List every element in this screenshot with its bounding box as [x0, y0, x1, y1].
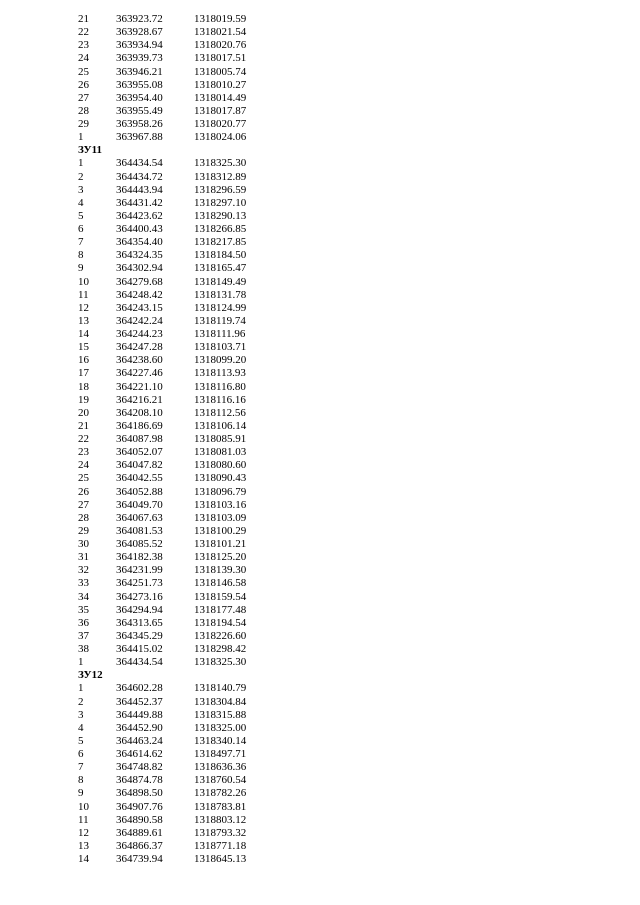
point-number: 6	[78, 223, 84, 235]
x-coordinate: 364242.24	[116, 314, 163, 327]
x-coordinate: 364890.58	[116, 813, 163, 826]
x-coordinate: 363923.72	[116, 13, 163, 25]
y-coordinate: 1318119.74	[194, 314, 246, 327]
point-number: 35	[78, 603, 89, 616]
x-coordinate: 363958.26	[116, 118, 163, 130]
y-coordinate: 1318226.60	[194, 629, 247, 642]
x-coordinate: 364049.70	[116, 498, 163, 511]
x-coordinate: 364431.42	[116, 196, 163, 209]
point-number: 24	[78, 52, 89, 65]
x-coordinate: 364052.88	[116, 485, 163, 498]
y-coordinate: 1318116.16	[194, 393, 246, 406]
y-coordinate: 1318296.59	[194, 183, 247, 196]
point-number: 27	[78, 498, 89, 511]
y-coordinate: 1318325.30	[194, 656, 247, 669]
y-coordinate: 1318771.18	[194, 839, 247, 852]
point-number: 22	[78, 433, 89, 445]
y-coordinate: 1318140.79	[194, 682, 247, 695]
x-coordinate: 364238.60	[116, 354, 163, 367]
point-number: 3	[78, 708, 84, 721]
point-number: 31	[78, 551, 89, 564]
y-coordinate: 1318116.80	[194, 380, 246, 393]
point-number: 26	[78, 485, 89, 498]
point-number: 28	[78, 511, 89, 524]
y-coordinate: 1318101.21	[194, 538, 247, 550]
y-coordinate: 1318149.49	[194, 275, 247, 288]
y-coordinate: 1318793.32	[194, 826, 247, 839]
x-coordinate: 364085.52	[116, 538, 163, 550]
y-coordinate: 1318100.29	[194, 524, 247, 537]
x-coordinate: 363955.49	[116, 104, 163, 117]
x-coordinate: 364434.54	[116, 157, 163, 170]
y-coordinate: 1318298.42	[194, 643, 247, 655]
y-coordinate: 1318184.50	[194, 249, 247, 262]
point-number: 26	[78, 78, 89, 91]
x-coordinate: 364415.02	[116, 643, 163, 655]
y-coordinate: 1318103.16	[194, 498, 247, 511]
point-number: 23	[78, 39, 89, 52]
y-coordinate: 1318325.30	[194, 157, 247, 170]
y-coordinate: 1318099.20	[194, 354, 247, 367]
x-coordinate: 364452.90	[116, 721, 163, 734]
x-coordinate: 364186.69	[116, 419, 163, 432]
y-coordinate: 1318125.20	[194, 551, 247, 564]
y-coordinate: 1318266.85	[194, 223, 247, 235]
x-coordinate: 364874.78	[116, 774, 163, 787]
y-coordinate: 1318782.26	[194, 787, 247, 800]
x-coordinate: 364042.55	[116, 472, 163, 485]
point-number: 14	[78, 853, 89, 865]
x-coordinate: 364866.37	[116, 839, 163, 852]
point-number: 4	[78, 721, 84, 734]
point-number: 11	[78, 288, 89, 301]
point-number: 22	[78, 26, 89, 39]
x-coordinate: 364227.46	[116, 367, 163, 380]
x-coordinate: 364434.54	[116, 656, 163, 669]
y-coordinate: 1318096.79	[194, 485, 247, 498]
point-number: 29	[78, 524, 89, 537]
point-number: 27	[78, 91, 89, 104]
x-coordinate: 364067.63	[116, 511, 163, 524]
y-coordinate: 1318103.09	[194, 511, 247, 524]
point-number: 25	[78, 472, 89, 485]
y-coordinate: 1318139.30	[194, 564, 247, 577]
y-coordinate: 1318106.14	[194, 419, 247, 432]
point-number: 3	[78, 183, 84, 196]
x-coordinate: 364443.94	[116, 183, 163, 196]
point-number: 13	[78, 314, 89, 327]
x-coordinate: 364345.29	[116, 629, 163, 642]
y-coordinate: 1318297.10	[194, 196, 247, 209]
point-number: 10	[78, 275, 89, 288]
point-number: 12	[78, 301, 89, 314]
x-coordinate: 364463.24	[116, 734, 163, 747]
point-number: 1	[78, 682, 84, 695]
x-coordinate: 364247.28	[116, 341, 163, 354]
y-coordinate: 1318290.13	[194, 209, 247, 222]
point-number: 29	[78, 118, 89, 130]
y-coordinate: 1318019.59	[194, 13, 247, 25]
x-coordinate: 364423.62	[116, 209, 163, 222]
x-coordinate: 364449.88	[116, 708, 163, 721]
x-coordinate: 364244.23	[116, 328, 163, 340]
x-coordinate: 364052.07	[116, 446, 163, 459]
y-coordinate: 1318194.54	[194, 616, 247, 629]
y-coordinate: 1318124.99	[194, 301, 247, 314]
point-number: 7	[78, 761, 84, 774]
point-number: 9	[78, 262, 84, 275]
point-number: 16	[78, 354, 89, 367]
y-coordinate: 1318112.56	[194, 406, 246, 419]
y-coordinate: 1318217.85	[194, 236, 247, 249]
x-coordinate: 363954.40	[116, 91, 163, 104]
point-number: 15	[78, 341, 89, 354]
point-number: 23	[78, 446, 89, 459]
x-coordinate: 364047.82	[116, 459, 163, 472]
point-number: 6	[78, 748, 84, 760]
point-number: 11	[78, 813, 89, 826]
y-coordinate: 1318315.88	[194, 708, 247, 721]
point-number: 5	[78, 734, 84, 747]
point-number: 1	[78, 157, 84, 170]
y-coordinate: 1318024.06	[194, 131, 247, 144]
x-coordinate: 364294.94	[116, 603, 163, 616]
x-coordinate: 364182.38	[116, 551, 163, 564]
x-coordinate: 364614.62	[116, 748, 163, 760]
x-coordinate: 364248.42	[116, 288, 163, 301]
point-number: 17	[78, 367, 89, 380]
point-number: 4	[78, 196, 84, 209]
point-number: 2	[78, 695, 84, 708]
y-coordinate: 1318085.91	[194, 433, 247, 445]
x-coordinate: 364739.94	[116, 853, 163, 865]
y-coordinate: 1318005.74	[194, 65, 247, 78]
point-number: 36	[78, 616, 89, 629]
y-coordinate: 1318159.54	[194, 590, 247, 603]
point-number: 14	[78, 328, 89, 340]
point-number: 7	[78, 236, 84, 249]
y-coordinate: 1318021.54	[194, 26, 247, 39]
y-coordinate: 1318803.12	[194, 813, 247, 826]
y-coordinate: 1318325.00	[194, 721, 247, 734]
x-coordinate: 364313.65	[116, 616, 163, 629]
y-coordinate: 1318177.48	[194, 603, 247, 616]
x-coordinate: 363939.73	[116, 52, 163, 65]
y-coordinate: 1318304.84	[194, 695, 247, 708]
x-coordinate: 363967.88	[116, 131, 163, 144]
y-coordinate: 1318340.14	[194, 734, 247, 747]
y-coordinate: 1318497.71	[194, 748, 247, 760]
point-number: 33	[78, 577, 89, 590]
y-coordinate: 1318014.49	[194, 91, 247, 104]
point-number: 1	[78, 656, 84, 669]
y-coordinate: 1318113.93	[194, 367, 246, 380]
section-title-text: ЗУ11	[78, 144, 102, 157]
point-number: 30	[78, 538, 89, 550]
x-coordinate: 364273.16	[116, 590, 163, 603]
y-coordinate: 1318080.60	[194, 459, 247, 472]
x-coordinate: 363928.67	[116, 26, 163, 39]
x-coordinate: 364221.10	[116, 380, 163, 393]
y-coordinate: 1318010.27	[194, 78, 247, 91]
section-title-text: ЗУ12	[78, 669, 103, 682]
point-number: 8	[78, 774, 84, 787]
x-coordinate: 364216.21	[116, 393, 163, 406]
x-coordinate: 364302.94	[116, 262, 163, 275]
point-number: 2	[78, 170, 84, 183]
point-number: 1	[78, 131, 84, 144]
x-coordinate: 364087.98	[116, 433, 163, 445]
y-coordinate: 1318017.87	[194, 104, 247, 117]
y-coordinate: 1318636.36	[194, 761, 247, 774]
x-coordinate: 364748.82	[116, 761, 163, 774]
point-number: 5	[78, 209, 84, 222]
x-coordinate: 364907.76	[116, 800, 163, 813]
y-coordinate: 1318020.76	[194, 39, 247, 52]
point-number: 28	[78, 104, 89, 117]
point-number: 9	[78, 787, 84, 800]
x-coordinate: 364889.61	[116, 826, 163, 839]
y-coordinate: 1318020.77	[194, 118, 247, 130]
point-number: 8	[78, 249, 84, 262]
y-coordinate: 1318165.47	[194, 262, 247, 275]
point-number: 19	[78, 393, 89, 406]
x-coordinate: 364898.50	[116, 787, 163, 800]
y-coordinate: 1318090.43	[194, 472, 247, 485]
y-coordinate: 1318017.51	[194, 52, 247, 65]
point-number: 21	[78, 13, 89, 25]
x-coordinate: 364279.68	[116, 275, 163, 288]
y-coordinate: 1318146.58	[194, 577, 247, 590]
point-number: 12	[78, 826, 89, 839]
point-number: 18	[78, 380, 89, 393]
point-number: 25	[78, 65, 89, 78]
point-number: 20	[78, 406, 89, 419]
y-coordinate: 1318760.54	[194, 774, 247, 787]
x-coordinate: 364231.99	[116, 564, 163, 577]
x-coordinate: 364354.40	[116, 236, 163, 249]
x-coordinate: 364243.15	[116, 301, 163, 314]
point-number: 21	[78, 419, 89, 432]
y-coordinate: 1318111.96	[194, 328, 246, 340]
x-coordinate: 364208.10	[116, 406, 163, 419]
x-coordinate: 364251.73	[116, 577, 163, 590]
y-coordinate: 1318312.89	[194, 170, 247, 183]
point-number: 37	[78, 629, 89, 642]
x-coordinate: 364452.37	[116, 695, 163, 708]
point-number: 34	[78, 590, 89, 603]
x-coordinate: 363934.94	[116, 39, 163, 52]
point-number: 13	[78, 839, 89, 852]
point-number: 32	[78, 564, 89, 577]
x-coordinate: 364400.43	[116, 223, 163, 235]
x-coordinate: 364324.35	[116, 249, 163, 262]
x-coordinate: 363946.21	[116, 65, 163, 78]
y-coordinate: 1318103.71	[194, 341, 247, 354]
point-number: 10	[78, 800, 89, 813]
point-number: 24	[78, 459, 89, 472]
x-coordinate: 364434.72	[116, 170, 163, 183]
x-coordinate: 363955.08	[116, 78, 163, 91]
x-coordinate: 364081.53	[116, 524, 163, 537]
point-number: 38	[78, 643, 89, 655]
y-coordinate: 1318645.13	[194, 853, 247, 865]
y-coordinate: 1318783.81	[194, 800, 247, 813]
y-coordinate: 1318081.03	[194, 446, 247, 459]
y-coordinate: 1318131.78	[194, 288, 247, 301]
x-coordinate: 364602.28	[116, 682, 163, 695]
